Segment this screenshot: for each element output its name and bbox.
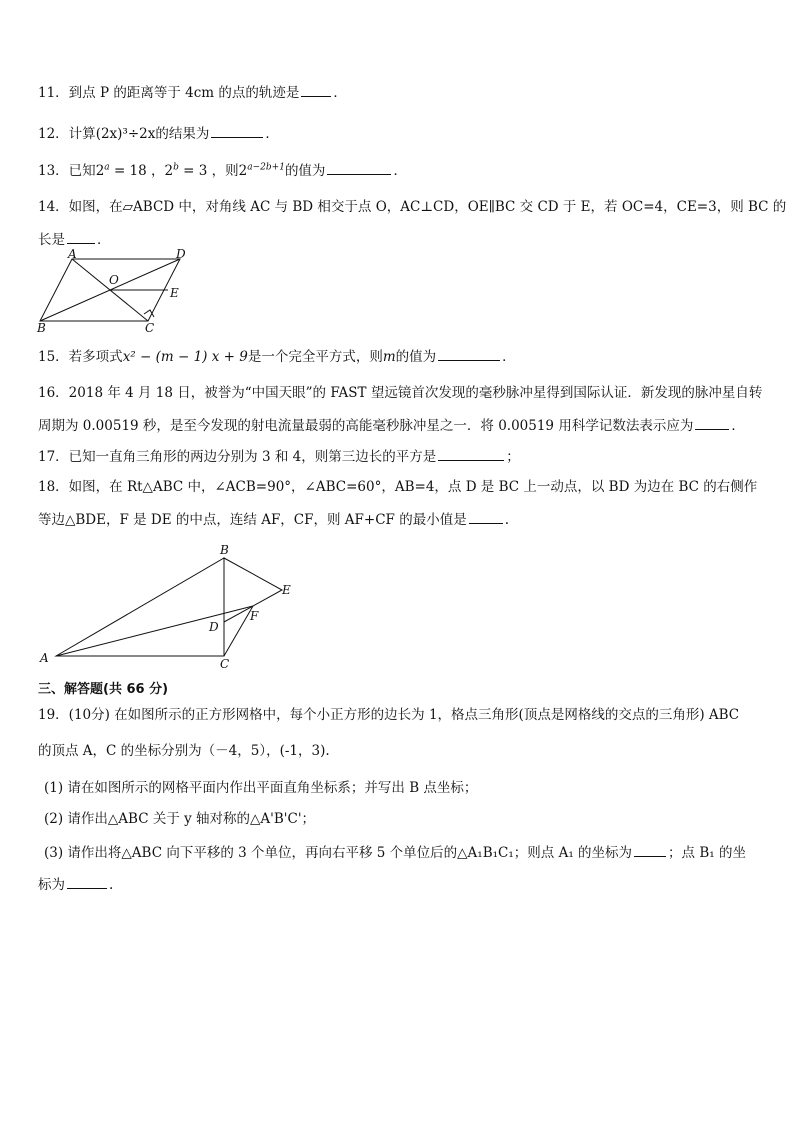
question-15: 15．若多项式x² − (m − 1) x + 9是一个完全平方式，则m的值为 ． — [38, 346, 516, 367]
label-B: B — [37, 321, 46, 334]
label-O: O — [109, 273, 119, 287]
question-14-line-2: 长是 ． — [38, 229, 111, 250]
question-12: 12．计算(2x)³÷2x的结果为 ． — [38, 123, 279, 144]
right-angle-mark — [144, 310, 154, 317]
answer-blank — [67, 874, 107, 889]
label-E: E — [170, 286, 179, 300]
q15-expression: x² − (m − 1) x + 9 — [122, 349, 248, 365]
answer-blank — [67, 229, 95, 244]
question-13: 13．已知$2^a = 18$ ，$2^b = 3$ ，则$2^{a-2b+1}$的值为 ． — [38, 160, 407, 181]
label-D: D — [176, 248, 186, 261]
q12-expression: (2x)³÷2x — [95, 126, 156, 142]
question-18-line-2: 等边△BDE，F 是 DE 的中点，连结 AF，CF，则 AF+CF 的最小值是 . — [38, 509, 509, 530]
question-19-part-1: (1) 请在如图所示的网格平面内作出平面直角坐标系；并写出 B 点坐标； — [44, 780, 478, 796]
question-19-part-3-cont: 标为 . — [38, 874, 113, 895]
answer-blank — [438, 446, 504, 461]
segment-af — [56, 606, 253, 656]
question-19-line-1: 19．(10分) 在如图所示的正方形网格中，每个小正方形的边长为 1，格点三角形(顶点是网格线的交点的三角形) ABC — [38, 707, 740, 723]
answer-blank — [469, 509, 503, 524]
question-17: 17．已知一直角三角形的两边分别为 3 和 4，则第三边长的平方是 ； — [38, 446, 520, 467]
q11-text: 11．到点 P 的距离等于 4cm 的点的轨迹是 — [38, 85, 300, 101]
label-A: A — [40, 651, 49, 665]
label-C: C — [220, 657, 230, 670]
label-A: A — [68, 248, 77, 261]
question-16-line-1: 16．2018 年 4 月 18 日，被誉为“中国天眼”的 FAST 望远镜首次发现的毫秒脉冲星得到国际认证．新发现的脉冲星自转 — [38, 385, 763, 401]
triangle-figure — [36, 540, 306, 670]
question-14-line-1: 14．如图，在▱ABCD 中，对角线 AC 与 BD 相交于点 O，AC⊥CD，OE∥BC 交 CD 于 E，若 OC=4，CE=3，则 BC 的 — [38, 199, 787, 215]
question-19-line-2: 的顶点 A，C 的坐标分别为（－4，5），(-1，3). — [38, 743, 330, 759]
label-B: B — [220, 543, 229, 557]
section-3-title: 三、解答题(共 66 分) — [38, 682, 169, 697]
answer-blank — [438, 346, 500, 361]
question-19-part-2: (2) 请作出△ABC 关于 y 轴对称的△A'B'C'； — [44, 811, 316, 827]
answer-blank — [695, 415, 729, 430]
parallelogram-figure — [30, 248, 200, 334]
answer-blank — [301, 82, 331, 97]
label-C: C — [145, 321, 155, 334]
answer-blank — [634, 842, 666, 857]
triangle-abc — [56, 558, 224, 656]
label-F: F — [250, 609, 259, 623]
label-E: E — [282, 583, 291, 597]
answer-blank — [327, 160, 391, 175]
answer-blank — [211, 123, 263, 138]
question-16-line-2: 周期为 0.00519 秒，是至今发现的射电流量最弱的高能毫秒脉冲星之一．将 0.00519 用科学记数法表示应为 ． — [38, 415, 745, 436]
question-11: 11．到点 P 的距离等于 4cm 的点的轨迹是 ． — [38, 82, 347, 103]
label-D: D — [209, 620, 219, 634]
question-18-line-1: 18．如图，在 Rt△ABC 中，∠ACB=90°，∠ABC=60°，AB=4，点 D 是 BC 上一动点，以 BD 为边在 BC 的右侧作 — [38, 479, 758, 495]
question-19-part-3: (3) 请作出将△ABC 向下平移的 3 个单位，再向右平移 5 个单位后的△A₁B₁C₁；则点 A₁ 的坐标为 ；点 B₁ 的坐 — [44, 842, 746, 863]
